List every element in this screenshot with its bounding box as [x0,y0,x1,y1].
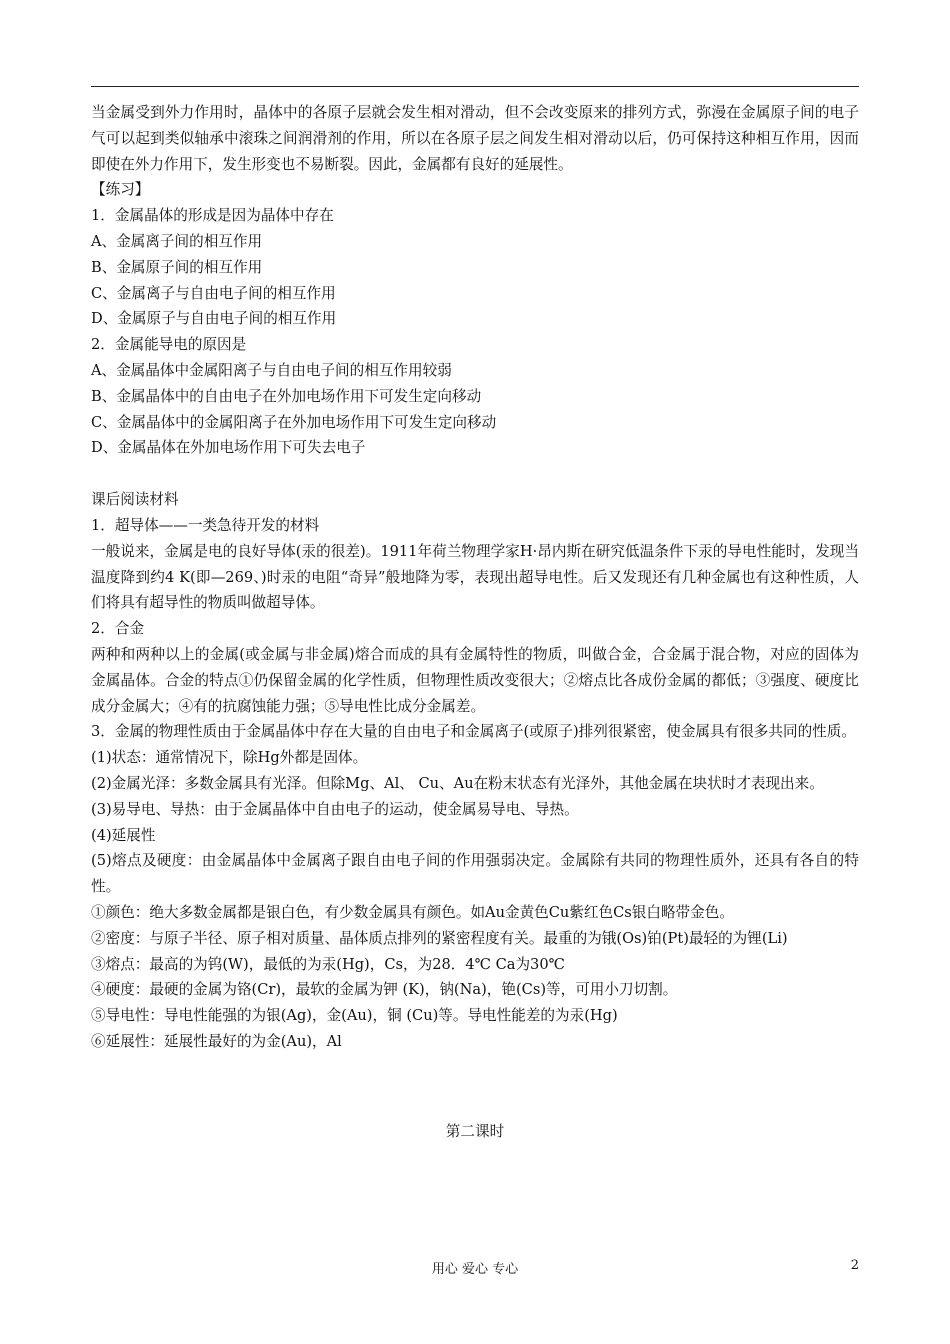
property-item: ⑥延展性：延展性最好的为金(Au)，Al [91,1032,342,1050]
question-2-stem: 2．金属能导电的原因是 [91,336,247,354]
page-number: 2 [850,1258,859,1273]
reading-heading: 课后阅读材料 [91,491,179,509]
property-item: ③熔点：最高的为钨(W)，最低的为汞(Hg)，Cs，为28．4℃ Ca为30℃ [91,955,565,973]
reading-section-1-body: 一般说来，金属是电的良好导体(汞的很差)。1911年荷兰物理学家H·昂内斯在研究低温条件下汞的导电性能时，发现当温度降到约4 K(即—269、)时汞的电阻“奇异”般地降为零，表现出超导电性。后又发现还有几种金属也有这种性质，人们将具有超导性的物质叫做超导体。 [91,542,859,612]
question-1-stem: 1．金属晶体的形成是因为晶体中存在 [91,207,334,225]
section-spacer [91,1055,859,1119]
practice-heading: 【练习】 [91,181,150,199]
property-item: (2)金属光泽：多数金属具有光泽。但除Mg、Al、 Cu、Au在粉末状态有光泽外，其他金属在块状时才表现出来。 [91,774,824,792]
section-spacer [91,461,859,487]
property-item: ②密度：与原子半径、原子相对质量、晶体质点排列的紧密程度有关。最重的为锇(Os)铂(Pt)最轻的为锂(Li) [91,929,788,947]
question-2-option-d: D、金属晶体在外加电场作用下可失去电子 [91,439,366,457]
page-body [91,100,859,1144]
question-1-option-d: D、金属原子与自由电子间的相互作用 [91,310,337,328]
question-2-option-a: A、金属晶体中金属阳离子与自由电子间的相互作用较弱 [91,361,452,379]
reading-section-3-title: 3．金属的物理性质由于金属晶体中存在大量的自由电子和金属离子(或原子)排列很紧密，使金属具有很多共同的性质。 [91,723,856,741]
intro-paragraph: 当金属受到外力作用时，晶体中的各原子层就会发生相对滑动，但不会改变原来的排列方式，弥漫在金属原子间的电子气可以起到类似轴承中滚珠之间润滑剂的作用，所以在各原子层之间发生相对滑动以后，仍可保持这种相互作用，因而即使在外力作用下，发生形变也不易断裂。因此，金属都有良好的延展性。 [91,104,859,173]
reading-section-2-title: 2．合金 [91,620,145,638]
property-item: ⑤导电性：导电性能强的为银(Ag)，金(Au)，铜 (Cu)等。导电性能差的为汞(Hg) [91,1007,618,1025]
reading-section-2-body: 两种和两种以上的金属(或金属与非金属)熔合而成的具有金属特性的物质，叫做合金，合金属于混合物，对应的固体为金属晶体。合金的特点①仍保留金属的化学性质，但物理性质改变很大；②熔点比各成份金属的都低；③强度、硬度比成分金属大；④有的抗腐蚀能力强；⑤导电性比成分金属差。 [91,645,859,715]
header-rule [91,86,859,87]
question-2-option-c: C、金属晶体中的金属阳离子在外加电场作用下可发生定向移动 [91,413,497,431]
reading-section-1-title: 1．超导体——一类急待开发的材料 [91,516,320,534]
property-item: (5)熔点及硬度：由金属晶体中金属离子跟自由电子间的作用强弱决定。金属除有共同的物理性质外，还具有各自的特性。 [91,852,859,896]
question-1-option-b: B、金属原子间的相互作用 [91,258,263,276]
property-item: (1)状态：通常情况下，除Hg外都是固体。 [91,749,368,767]
question-2-option-b: B、金属晶体中的自由电子在外加电场作用下可发生定向移动 [91,387,482,405]
property-item: ④硬度：最硬的金属为铬(Cr)，最软的金属为钾 (K)，钠(Na)，铯(Cs)等，可用小刀切割。 [91,981,678,999]
property-item: ①颜色：绝大多数金属都是银白色，有少数金属具有颜色。如Au金黄色Cu紫红色Cs银白略带金色。 [91,903,734,921]
property-item: (4)延展性 [91,826,156,844]
question-1-option-a: A、金属离子间的相互作用 [91,232,263,250]
property-item: (3)易导电、导热：由于金属晶体中自由电子的运动，使金属易导电、导热。 [91,800,579,818]
question-1-option-c: C、金属离子与自由电子间的相互作用 [91,284,336,302]
footer-slogan: 用心 爱心 专心 [431,1262,519,1277]
next-section-title: 第二课时 [445,1122,505,1140]
